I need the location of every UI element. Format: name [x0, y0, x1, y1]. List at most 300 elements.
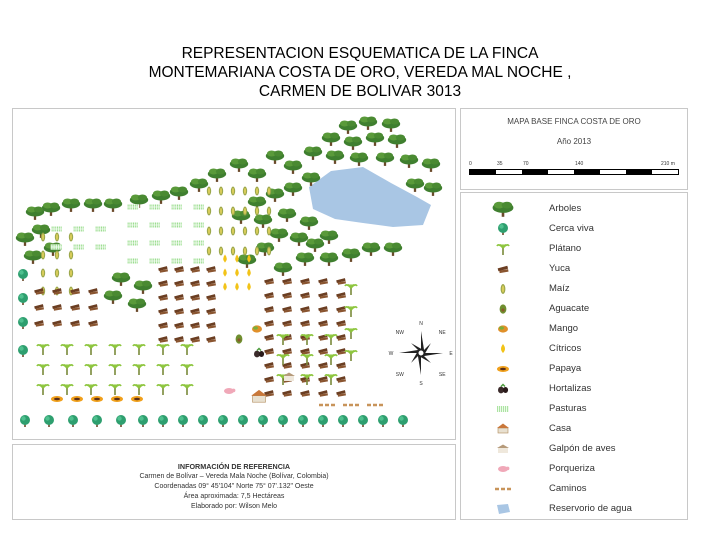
- yuca-plant: [336, 362, 346, 369]
- tree: [84, 199, 102, 212]
- yuca-plant: [174, 280, 184, 287]
- living-fence: [398, 415, 408, 427]
- tree: [406, 179, 424, 192]
- corn-plant: [207, 227, 211, 236]
- path-icon: [481, 479, 525, 499]
- living-fence: [18, 269, 28, 281]
- yuca-plant: [190, 294, 200, 301]
- corn-plant: [255, 207, 259, 216]
- yuca-plant: [264, 320, 274, 327]
- tree: [320, 253, 338, 266]
- yuca-icon: [481, 259, 525, 279]
- yuca-plant: [190, 336, 200, 343]
- legend-label: Pasturas: [549, 403, 587, 414]
- tree: [274, 263, 292, 276]
- papaya: [71, 396, 83, 402]
- yuca-plant: [300, 348, 310, 355]
- pasture-block: [193, 222, 206, 227]
- yuca-plant: [264, 278, 274, 285]
- pasture-block: [171, 258, 184, 263]
- water-reservoir-icon: [481, 499, 525, 519]
- yuca-plant: [318, 362, 328, 369]
- tree: [384, 243, 402, 256]
- scale-tick-3: 140: [575, 161, 584, 167]
- plantain: [109, 365, 121, 375]
- vegetables-icon: [481, 379, 525, 399]
- pigsty: [224, 388, 235, 394]
- yuca-plant: [206, 322, 216, 329]
- pasture-block: [149, 222, 162, 227]
- corn-plant: [69, 269, 73, 278]
- corn-plant: [243, 187, 247, 196]
- tree: [104, 199, 122, 212]
- scale-tick-0: 0: [469, 161, 472, 167]
- living-fence: [358, 415, 368, 427]
- tree: [424, 183, 442, 196]
- yuca-plant: [336, 278, 346, 285]
- citrus-tree: [247, 283, 251, 291]
- pasture-block: [171, 240, 184, 245]
- pasture-block: [73, 244, 86, 249]
- living-fence: [178, 415, 188, 427]
- yuca-plant: [190, 308, 200, 315]
- living-fence: [18, 345, 28, 357]
- living-fence: [278, 415, 288, 427]
- compass-rose: [389, 321, 454, 387]
- plantain: [157, 385, 169, 395]
- tree: [152, 191, 170, 204]
- citrus-tree: [223, 255, 227, 263]
- legend-item-maiz: [461, 279, 687, 299]
- tree: [24, 251, 42, 264]
- living-fence: [218, 415, 228, 427]
- scale-tick-1: 35: [497, 161, 503, 167]
- citrus-tree: [223, 269, 227, 277]
- scale-tick-4: 210 m: [661, 161, 675, 167]
- yuca-plant: [318, 348, 328, 355]
- tree: [382, 119, 400, 132]
- scale-tick-2: 70: [523, 161, 529, 167]
- tree: [326, 151, 344, 164]
- legend-label: Papaya: [549, 363, 582, 374]
- yuca-plant: [300, 278, 310, 285]
- corn-plant: [255, 227, 259, 236]
- tree: [362, 243, 380, 256]
- tree: [208, 169, 226, 182]
- papaya: [111, 396, 123, 402]
- tree: [400, 155, 418, 168]
- pasture-block: [149, 240, 162, 245]
- living-fence: [158, 415, 168, 427]
- yuca-plant: [300, 306, 310, 313]
- plantain: [61, 365, 73, 375]
- vegetable-patch: [254, 349, 264, 358]
- yuca-plant: [174, 266, 184, 273]
- yuca-plant: [174, 322, 184, 329]
- legend-label: Reservorio de agua: [549, 503, 632, 514]
- pasture-block: [193, 258, 206, 263]
- yuca-plant: [158, 280, 168, 287]
- legend-label: Galpón de aves: [549, 443, 616, 454]
- pasture-block: [171, 204, 184, 209]
- corn-plant: [267, 207, 271, 216]
- map-title: [60, 44, 660, 101]
- yuca-plant: [264, 306, 274, 313]
- legend-item-galpon-de-aves: [461, 439, 687, 459]
- pasture-block: [171, 222, 184, 227]
- legend-item-platano: [461, 239, 687, 259]
- corn-plant: [55, 269, 59, 278]
- legend-panel: [460, 192, 688, 520]
- tree: [366, 133, 384, 146]
- yuca-plant: [336, 292, 346, 299]
- living-fence: [18, 293, 28, 305]
- pasture-block: [95, 244, 108, 249]
- yuca-plant: [336, 320, 346, 327]
- living-fence: [92, 415, 102, 427]
- tree: [128, 299, 146, 312]
- compass-label: NW: [395, 329, 404, 336]
- yuca-plant: [206, 280, 216, 287]
- farm-schematic-map: [13, 109, 455, 439]
- yuca-plant: [318, 292, 328, 299]
- corn-plant: [55, 251, 59, 260]
- tree: [284, 183, 302, 196]
- tree: [238, 255, 256, 268]
- legend-label: Plátano: [549, 243, 582, 254]
- yuca-plant: [336, 334, 346, 341]
- tree: [342, 249, 360, 262]
- tree: [296, 253, 314, 266]
- yuca-plant: [264, 362, 274, 369]
- pasture-block: [127, 240, 140, 245]
- tree: [134, 281, 152, 294]
- info-coordinates: Coordenadas 09° 45'104" Norte 75° 07'.132" Oeste: [154, 483, 314, 490]
- yuca-plant: [174, 308, 184, 315]
- corn-plant: [255, 247, 259, 256]
- citrus-tree: [223, 283, 227, 291]
- poultry-shed: [283, 373, 295, 382]
- plantain: [61, 385, 73, 395]
- plantain: [345, 307, 357, 317]
- tree: [304, 147, 322, 160]
- plantain: [345, 285, 357, 295]
- legend-item-porqueriza: [461, 459, 687, 479]
- tree: [388, 135, 406, 148]
- corn-plant: [207, 207, 211, 216]
- legend-item-hortalizas: [461, 379, 687, 399]
- legend-item-citricos: [461, 339, 687, 359]
- yuca-plant: [206, 308, 216, 315]
- tree: [62, 199, 80, 212]
- legend-item-caminos: [461, 479, 687, 499]
- tree: [248, 169, 266, 182]
- info-location: Carmen de Bolívar – Vereda Mala Noche (Bolívar, Colombia): [139, 473, 329, 480]
- living-fence: [44, 415, 54, 427]
- tree: [422, 159, 440, 172]
- living-fence: [338, 415, 348, 427]
- house-icon: [481, 419, 525, 439]
- tree: [230, 159, 248, 172]
- tree: [278, 209, 296, 222]
- corn-plant: [231, 207, 235, 216]
- tree: [284, 161, 302, 174]
- yuca-plant: [52, 320, 62, 327]
- plantain: [85, 365, 97, 375]
- living-fence: [378, 415, 388, 427]
- yuca-plant: [70, 320, 80, 327]
- tree: [104, 291, 122, 304]
- yuca-plant: [158, 294, 168, 301]
- yuca-plant: [174, 294, 184, 301]
- yuca-plant: [282, 348, 292, 355]
- yuca-plant: [190, 280, 200, 287]
- citrus-tree: [235, 283, 239, 291]
- yuca-plant: [88, 288, 98, 295]
- yuca-plant: [158, 308, 168, 315]
- corn-plant: [207, 247, 211, 256]
- legend-label: Porqueriza: [549, 463, 595, 474]
- tree: [350, 153, 368, 166]
- corn-icon: [481, 279, 525, 299]
- map-base-title: MAPA BASE FINCA COSTA DE ORO: [507, 117, 641, 126]
- yuca-plant: [282, 320, 292, 327]
- legend-label: Cerca viva: [549, 223, 594, 234]
- pasture-block: [95, 226, 108, 231]
- living-fence: [116, 415, 126, 427]
- legend-item-pasturas: [461, 399, 687, 419]
- corn-plant: [267, 227, 271, 236]
- tree: [112, 273, 130, 286]
- plantain: [85, 385, 97, 395]
- plantain: [157, 365, 169, 375]
- pasture-icon: [481, 399, 525, 419]
- pigsty-icon: [481, 459, 525, 479]
- plantain: [345, 329, 357, 339]
- mango-tree: [252, 325, 262, 332]
- legend-label: Casa: [549, 423, 572, 434]
- yuca-plant: [336, 306, 346, 313]
- tree: [306, 239, 324, 252]
- yuca-plant: [70, 304, 80, 311]
- corn-plant: [41, 251, 45, 260]
- living-fence: [20, 415, 30, 427]
- pasture-block: [51, 226, 64, 231]
- corn-plant: [219, 207, 223, 216]
- tree: [376, 153, 394, 166]
- compass-label: W: [388, 351, 394, 357]
- plantain: [181, 385, 193, 395]
- legend-item-yuca: [461, 259, 687, 279]
- corn-plant: [219, 187, 223, 196]
- water-reservoir: [309, 167, 431, 227]
- yuca-plant: [282, 390, 292, 397]
- yuca-plant: [318, 278, 328, 285]
- yuca-plant: [318, 306, 328, 313]
- info-area: Área aproximada: 7,5 Hectáreas: [183, 493, 285, 500]
- living-fence: [298, 415, 308, 427]
- plantain: [109, 385, 121, 395]
- pasture-block: [127, 258, 140, 263]
- living-fence: [258, 415, 268, 427]
- yuca-plant: [264, 334, 274, 341]
- yuca-plant: [318, 320, 328, 327]
- title-line-1: REPRESENTACION ESQUEMATICA DE LA FINCA: [181, 45, 539, 62]
- info-heading: INFORMACIÓN DE REFERENCIA: [177, 462, 291, 471]
- plantain: [85, 345, 97, 355]
- compass-label: SE: [438, 372, 446, 379]
- yuca-plant: [158, 322, 168, 329]
- yuca-plant: [282, 278, 292, 285]
- plantain: [37, 385, 49, 395]
- legend-label: Hortalizas: [549, 383, 592, 394]
- living-fence: [318, 415, 328, 427]
- house: [251, 390, 267, 402]
- living-fence: [18, 317, 28, 329]
- pasture-block: [73, 226, 86, 231]
- tree: [266, 151, 284, 164]
- legend-item-reservorio: [461, 499, 687, 519]
- tree: [170, 187, 188, 200]
- legend-label: Cítricos: [549, 343, 582, 354]
- yuca-plant: [206, 266, 216, 273]
- scale-bar: [469, 169, 679, 175]
- reference-info-panel: [12, 444, 456, 520]
- tree: [254, 215, 272, 228]
- yuca-plant: [300, 390, 310, 397]
- map-base-panel: [460, 108, 688, 190]
- legend-item-cerca-viva: [461, 219, 687, 239]
- info-author: Elaborado por: Wilson Melo: [191, 503, 277, 510]
- yuca-plant: [206, 294, 216, 301]
- living-fence: [238, 415, 248, 427]
- legend-item-aguacate: [461, 299, 687, 319]
- plantain: [157, 345, 169, 355]
- living-fence: [68, 415, 78, 427]
- poultry-shed-icon: [481, 439, 525, 459]
- plantain: [181, 345, 193, 355]
- pasture-block: [149, 258, 162, 263]
- plantain: [345, 351, 357, 361]
- yuca-plant: [264, 292, 274, 299]
- corn-plant: [41, 233, 45, 242]
- citrus-tree: [247, 269, 251, 277]
- tree: [26, 207, 44, 220]
- yuca-plant: [158, 266, 168, 273]
- legend-item-casa: [461, 419, 687, 439]
- compass-label: E: [449, 351, 453, 357]
- pasture-block: [193, 240, 206, 245]
- yuca-plant: [282, 292, 292, 299]
- plantain: [37, 365, 49, 375]
- plantain: [133, 385, 145, 395]
- citrus-tree: [235, 255, 239, 263]
- corn-plant: [267, 187, 271, 196]
- yuca-plant: [34, 304, 44, 311]
- corn-plant: [243, 247, 247, 256]
- corn-plant: [231, 247, 235, 256]
- plantain: [301, 355, 313, 365]
- legend-label: Yuca: [549, 263, 571, 274]
- plantain-icon: [481, 239, 525, 259]
- corn-plant: [55, 233, 59, 242]
- yuca-plant: [264, 348, 274, 355]
- papaya-icon: [481, 359, 525, 379]
- tree: [344, 137, 362, 150]
- legend-label: Maíz: [549, 283, 570, 294]
- yuca-plant: [206, 336, 216, 343]
- compass-label: SW: [395, 372, 404, 379]
- legend-item-mango: [461, 319, 687, 339]
- yuca-plant: [88, 304, 98, 311]
- compass-label: NE: [438, 329, 446, 336]
- pasture-block: [149, 204, 162, 209]
- yuca-plant: [282, 306, 292, 313]
- yuca-plant: [158, 336, 168, 343]
- farm-map-panel: [12, 108, 456, 440]
- corn-plant: [69, 233, 73, 242]
- tree: [42, 203, 60, 216]
- tree: [270, 229, 288, 242]
- corn-plant: [267, 247, 271, 256]
- tree: [290, 233, 308, 246]
- yuca-plant: [264, 376, 274, 383]
- corn-plant: [207, 187, 211, 196]
- tree: [322, 133, 340, 146]
- avocado-icon: [481, 299, 525, 319]
- plantain: [37, 345, 49, 355]
- yuca-plant: [190, 322, 200, 329]
- yuca-plant: [336, 376, 346, 383]
- compass-label: S: [419, 381, 423, 387]
- corn-plant: [243, 227, 247, 236]
- yuca-plant: [88, 320, 98, 327]
- mango-icon: [481, 319, 525, 339]
- living-fence: [198, 415, 208, 427]
- tree-icon: [481, 199, 525, 219]
- tree: [16, 233, 34, 246]
- corn-plant: [243, 207, 247, 216]
- legend-label: Caminos: [549, 483, 587, 494]
- corn-plant: [219, 247, 223, 256]
- legend-item-arboles: [461, 199, 687, 219]
- map-year: Año 2013: [556, 137, 592, 146]
- legend-label: Aguacate: [549, 303, 590, 314]
- plantain: [133, 345, 145, 355]
- yuca-plant: [190, 266, 200, 273]
- plantain: [133, 365, 145, 375]
- living-fence: [138, 415, 148, 427]
- papaya: [91, 396, 103, 402]
- corn-plant: [231, 227, 235, 236]
- yuca-plant: [300, 362, 310, 369]
- pasture-block: [193, 204, 206, 209]
- yuca-plant: [34, 320, 44, 327]
- legend-item-papaya: [461, 359, 687, 379]
- tree: [339, 121, 357, 134]
- yuca-plant: [300, 320, 310, 327]
- title-line-2: MONTEMARIANA COSTA DE ORO, VEREDA MAL NOCHE ,: [148, 64, 572, 81]
- legend-label: Arboles: [549, 203, 582, 214]
- pasture-block: [51, 244, 64, 249]
- corn-plant: [69, 251, 73, 260]
- legend-label: Mango: [549, 323, 579, 334]
- corn-plant: [255, 187, 259, 196]
- papaya: [131, 396, 143, 402]
- yuca-plant: [174, 336, 184, 343]
- yuca-plant: [300, 292, 310, 299]
- tree: [190, 179, 208, 192]
